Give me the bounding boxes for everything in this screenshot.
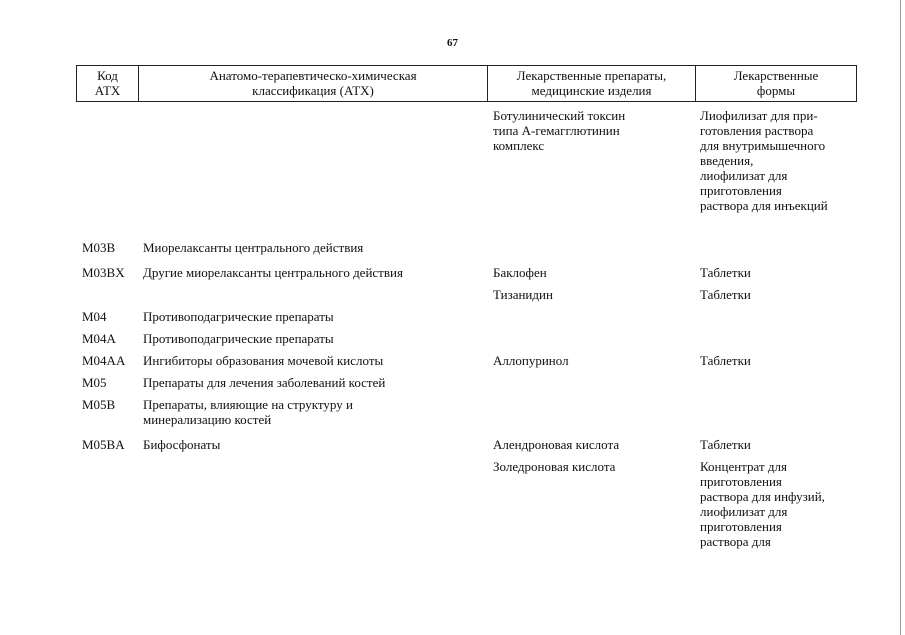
header-code: Код АТХ [77, 66, 139, 102]
code-cell [76, 459, 138, 559]
code-cell [76, 287, 138, 309]
table-row [76, 309, 856, 331]
form-cell [695, 331, 856, 353]
form-cell: Лиофилизат для при- готовления раствора для внутримышечного введения, лиофилизат для приготовления раствора для инъекций [700, 108, 828, 213]
table-row [76, 108, 856, 240]
code-cell: M04AA [82, 353, 126, 368]
atc-cell: Ингибиторы образования мочевой кислоты [143, 353, 384, 368]
form-cell: Таблетки [700, 265, 751, 280]
atc-cell [138, 287, 487, 309]
table-header [76, 65, 857, 102]
drug-cell [487, 240, 695, 265]
atc-cell: Противоподагрические препараты [143, 309, 334, 324]
drug-cell: Ботулинический токсин типа А-гемагглютинин комплекс [493, 108, 626, 153]
code-cell: M04 [82, 309, 107, 324]
atc-cell [138, 459, 487, 559]
page-number: 67 [447, 37, 458, 49]
form-cell: Концентрат для приготовления раствора для инфузий, лиофилизат для приготовления раствора для [700, 459, 825, 549]
form-cell: Таблетки [700, 353, 751, 368]
code-cell: M03BX [82, 265, 125, 280]
form-cell: Таблетки [700, 287, 751, 302]
drug-cell: Аллопуринол [493, 353, 569, 368]
form-cell: Таблетки [700, 437, 751, 452]
drug-cell: Тизанидин [493, 287, 553, 302]
header-atc-classification: Анатомо-терапевтическо-химическая классификация (АТХ) [139, 66, 488, 102]
drug-cell [487, 375, 695, 397]
drug-cell: Золедроновая кислота [493, 459, 616, 474]
code-cell: M03B [82, 240, 116, 255]
atc-cell: Бифосфонаты [143, 437, 221, 452]
atc-cell: Противоподагрические препараты [143, 331, 334, 346]
table-row [76, 240, 856, 265]
header-drugs: Лекарственные препараты, медицинские изделия [488, 66, 696, 102]
code-cell [76, 108, 138, 240]
table-row [76, 437, 856, 459]
page-edge-line [900, 0, 901, 635]
table-row [76, 375, 856, 397]
atc-cell: Другие миорелаксанты центрального действия [143, 265, 403, 280]
drug-cell [487, 331, 695, 353]
atc-cell: Препараты для лечения заболеваний костей [143, 375, 386, 390]
table-row [76, 265, 856, 287]
header-dosage-forms: Лекарственные формы [696, 66, 857, 102]
code-cell: M04A [82, 331, 116, 346]
form-cell [695, 375, 856, 397]
atc-cell: Миорелаксанты центрального действия [143, 240, 364, 255]
table-row [76, 459, 856, 559]
drug-cell: Алендроновая кислота [493, 437, 620, 452]
table-row [76, 287, 856, 309]
table-body [76, 108, 856, 559]
code-cell: M05B [82, 397, 116, 412]
code-cell: M05 [82, 375, 107, 390]
drug-cell [487, 397, 695, 437]
table-row [76, 353, 856, 375]
atc-cell: Препараты, влияющие на структуру и минерализацию костей [143, 397, 353, 427]
code-cell: M05BA [82, 437, 125, 452]
form-cell [695, 309, 856, 331]
table-row [76, 331, 856, 353]
atc-cell [138, 108, 487, 240]
table-row [76, 397, 856, 437]
form-cell [695, 397, 856, 437]
drug-cell [487, 309, 695, 331]
drug-cell: Баклофен [493, 265, 547, 280]
form-cell [695, 240, 856, 265]
